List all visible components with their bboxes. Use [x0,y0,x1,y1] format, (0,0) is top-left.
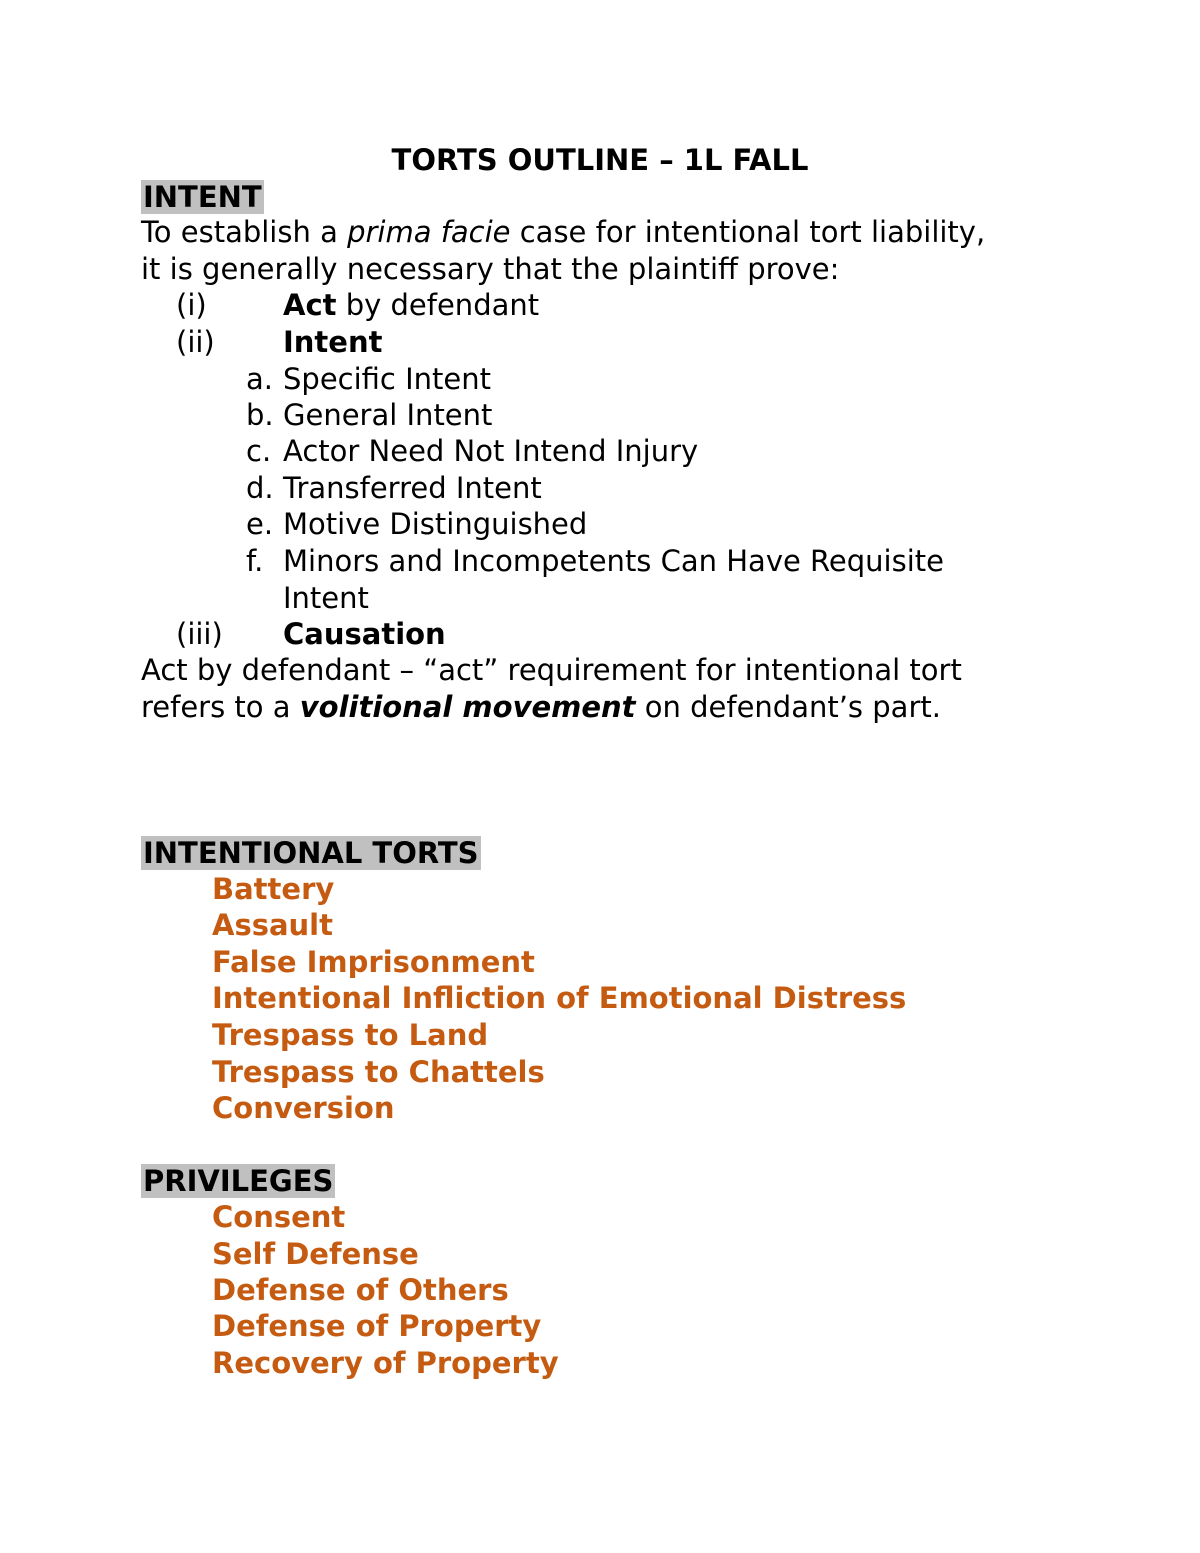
volitional-movement-term: volitional movement [299,690,636,724]
subitem-minors-incompetents: Minors and Incompetents Can Have Requisite [283,544,944,578]
subitem-marker-a: a. [246,362,273,396]
tort-link-assault[interactable]: Assault [212,908,333,942]
intro-text-pre: To establish a [141,215,348,249]
subitem-marker-d: d. [246,471,274,505]
element-marker-i: (i) [176,288,207,322]
act-paragraph-line-1: Act by defendant – “act” requirement for intentional tort [141,653,962,687]
privilege-link-defense-of-others[interactable]: Defense of Others [212,1273,509,1307]
intro-line-2: it is generally necessary that the plaintiff prove: [141,252,840,286]
element-marker-iii: (iii) [176,617,223,651]
element-act-rest: by defendant [336,288,540,322]
privilege-link-consent[interactable]: Consent [212,1200,346,1234]
element-act [283,287,539,323]
intentional-torts-heading: INTENTIONAL TORTS [143,836,479,870]
subitem-transferred-intent: Transferred Intent [283,471,542,505]
subitem-specific-intent: Specific Intent [283,362,491,396]
intro-line-1 [141,214,985,250]
act-paragraph-line-2 [141,689,941,725]
act-text-pre: refers to a [141,690,300,724]
element-intent-term: Intent [283,325,383,359]
act-text-post: on defendant’s part. [635,690,941,724]
element-causation-term: Causation [283,617,446,651]
prima-facie-term: prima facie [347,215,511,249]
element-marker-ii: (ii) [176,325,215,359]
privileges-heading: PRIVILEGES [143,1164,334,1198]
element-act-term: Act [283,288,337,322]
subitem-marker-f: f. [246,544,264,578]
privilege-link-self-defense[interactable]: Self Defense [212,1237,419,1271]
tort-link-battery[interactable]: Battery [212,872,335,906]
document-title: TORTS OUTLINE – 1L FALL [391,143,809,177]
tort-link-iied[interactable]: Intentional Infliction of Emotional Distress [212,981,907,1015]
subitem-marker-c: c. [246,434,272,468]
tort-link-trespass-to-chattels[interactable]: Trespass to Chattels [212,1055,545,1089]
subitem-actor-need-not-intend: Actor Need Not Intend Injury [283,434,699,468]
subitem-general-intent: General Intent [283,398,493,432]
intent-heading: INTENT [143,180,262,214]
subitem-marker-b: b. [246,398,274,432]
subitem-minors-incompetents-continued: Intent [283,581,369,615]
tort-link-conversion[interactable]: Conversion [212,1091,395,1125]
subitem-marker-e: e. [246,507,274,541]
tort-link-false-imprisonment[interactable]: False Imprisonment [212,945,535,979]
intro-text-post: case for intentional tort liability, [510,215,986,249]
subitem-motive-distinguished: Motive Distinguished [283,507,588,541]
privilege-link-recovery-of-property[interactable]: Recovery of Property [212,1346,559,1380]
privilege-link-defense-of-property[interactable]: Defense of Property [212,1309,542,1343]
tort-link-trespass-to-land[interactable]: Trespass to Land [212,1018,489,1052]
